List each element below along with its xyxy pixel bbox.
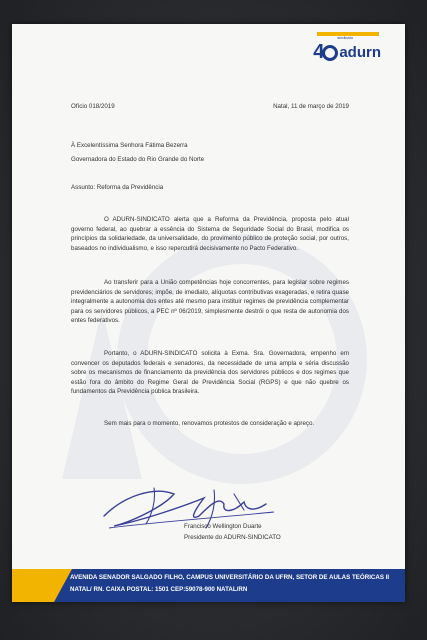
logo-tagline: sindicato: [337, 35, 353, 40]
footer-postal-line: NATAL/ RN. CAIXA POSTAL: 1501 CEP:59078-900 NATAL/RN: [70, 586, 248, 593]
letter-reference: Ofício 018/2019: [71, 103, 115, 110]
footer-accent-stripe: [12, 569, 72, 602]
logo-number: 4: [313, 41, 324, 63]
letterhead-footer: [12, 569, 405, 602]
letter-subject: Assunto: Reforma da Previdência: [71, 184, 164, 191]
recipient-title: Governadora do Estado do Rio Grande do Norte: [71, 156, 205, 163]
footer-address-line: AVENIDA SENADOR SALGADO FILHO, CAMPUS UNIVERSITÁRIO DA UFRN, SETOR DE AULAS TEÓRICAS II: [70, 574, 390, 581]
adurn-logo: [313, 35, 381, 64]
body-paragraph: O ADURN-SINDICATO alerta que a Reforma da Previdência, proposta pelo atual governo federal, ao quebrar a essência do Sistema de Seguridade Social do Brasil, modifica os princípios da solidariedade, da universalidade, do provimento público de proteção social, por outros, baseados no individualismo, e isso repercutirá decisivamente no Pacto Federativo.: [71, 216, 349, 252]
letter-page: [12, 24, 405, 602]
letter-date: Natal, 11 de março de 2019: [273, 103, 349, 110]
body-paragraph: Ao transferir para a União competências hoje concorrentes, para legislar sobre regimes previdenciários de servidores; impõe, de imediato, alíquotas contributivas exageradas, e retira quase integralmente a autonomia dos entes até mesmo para instituir regimes de previdência complementar para os servidores públicos, a PEC nº 06/2019, simplesmente destrói o que resta de autonomia dos entes federativos.: [71, 279, 349, 324]
logo-name: adurn: [339, 44, 381, 61]
body-paragraph: Portanto, o ADURN-SINDICATO solicita à Exma. Sra. Governadora, empenho em convencer os deputados federais e senadores, da necessidade de uma ampla e séria discussão sobre os mecanismos de financiamento da previdência dos servidores públicos e dos regimes que estão fora do âmbito do Regime Geral de Previdência Social (RGPS) e que não quebre os fundamentos da Previdência pública brasileira.: [71, 350, 349, 395]
closing-paragraph: Sem mais para o momento, renovamos protestos de consideração e apreço.: [104, 420, 315, 427]
signer-name: Francisco Wellington Duarte: [184, 523, 262, 530]
recipient-name: À Excelentíssima Senhora Fátima Bezerra: [71, 142, 188, 149]
logo-zero-circle: [322, 45, 338, 61]
signer-role: Presidente do ADURN-SINDICATO: [184, 534, 281, 541]
